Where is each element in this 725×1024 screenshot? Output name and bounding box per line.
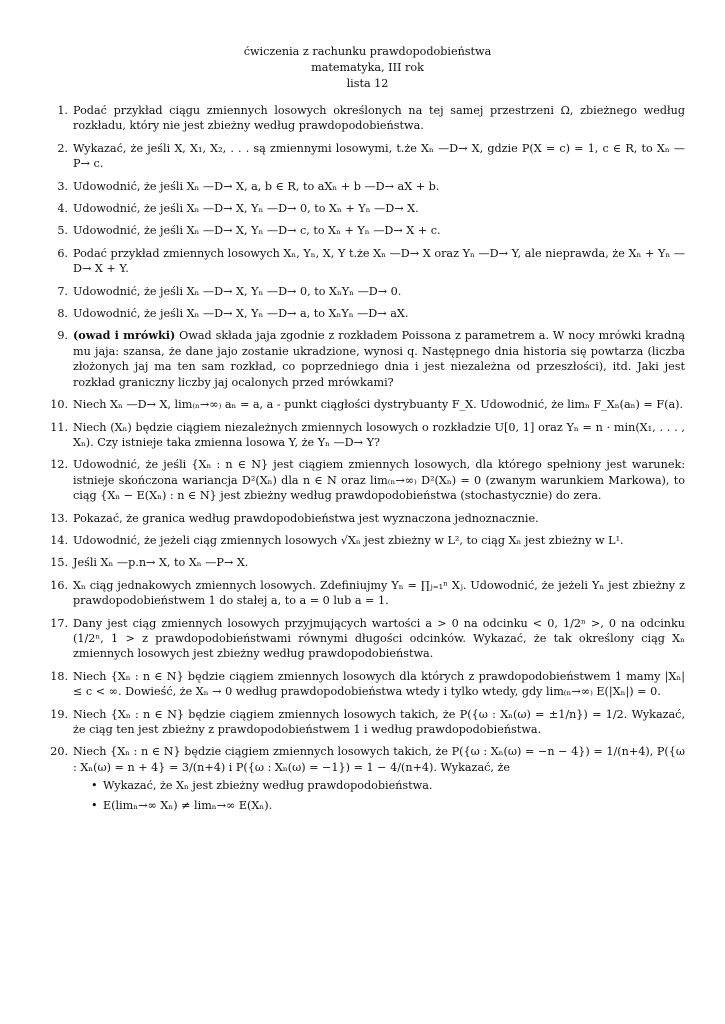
bullet-item [91,798,685,813]
problem-item [50,669,685,700]
problem-item [50,223,685,238]
bullet-list [73,778,685,813]
document-header [50,44,685,92]
problem-item [50,397,685,412]
problem-number: 17. [50,616,68,630]
problem-number: 19. [50,707,68,721]
problem-text: Podać przykład zmiennych losowych Xₙ, Yₙ, X, Y t.że Xₙ —D→ X oraz Yₙ —D→ Y, ale nieprawda, że Xₙ + Yₙ —D→ X + Y. [73,246,685,276]
problem-text: Niech Xₙ —D→ X, lim₍ₙ→∞₎ aₙ = a, a - punkt ciągłości dystrybuanty F_X. Udowodnić, że limₙ F_Xₙ(aₙ) = F(a). [73,398,684,412]
problem-item [50,511,685,526]
problem-number: 15. [50,556,68,570]
problem-item [50,306,685,321]
problem-text: Niech {Xₙ : n ∈ N} będzie ciągiem zmiennych losowych takich, że P({ω : Xₙ(ω) = ±1/n}) = 1/2. Wykazać, że ciąg ten jest zbieżny z prawdopodobieństwem 1 i według prawdopodobieństwa. [73,707,685,736]
problem-list [50,103,685,817]
problem-body [73,179,685,194]
problem-body [73,328,685,390]
problem-item [50,103,685,134]
problem-body [73,201,685,216]
problem-body [73,744,685,817]
problem-body [73,578,685,609]
problem-number: 13. [50,511,68,525]
problem-text: Udowodnić, że jeżeli ciąg zmiennych losowych √Xₙ jest zbieżny w L², to ciąg Xₙ jest zbieżny w L¹. [73,533,624,547]
problem-text: Udowodnić, że jeśli Xₙ —D→ X, Yₙ —D→ c, to Xₙ + Yₙ —D→ X + c. [73,224,441,238]
problem-body [73,457,685,503]
problem-item [50,284,685,299]
problem-item [50,328,685,390]
problem-text: Xₙ ciąg jednakowych zmiennych losowych. Zdefiniujmy Yₙ = ∏ⱼ₌₁ⁿ Xⱼ. Udowodnić, że jeżeli Yₙ jest zbieżny z prawdopodobieństwem 1 do stałej a, to a = 0 lub a = 1. [73,578,685,608]
problem-text: Niech {Xₙ : n ∈ N} będzie ciągiem zmiennych losowych dla których z prawdopodobieństwem 1 mamy |Xₙ| ≤ c < ∞. Dowieść, że Xₙ → 0 według prawdopodobieństwa wtedy i tylko wtedy, gdy lim₍ₙ→∞₎ E(|Xₙ|) = 0. [73,669,685,699]
problem-body [73,223,685,238]
bullet-icon: • [91,779,98,793]
problem-text: Udowodnić, że jeśli Xₙ —D→ X, a, b ∈ R, to aXₙ + b —D→ aX + b. [73,179,440,193]
list-number: lista 12 [346,77,389,90]
problem-item [50,533,685,548]
problem-text: Udowodnić, że jeśli Xₙ —D→ X, Yₙ —D→ 0, to XₙYₙ —D→ 0. [73,284,402,298]
problem-item [50,141,685,172]
problem-text: Pokazać, że granica według prawdopodobieństwa jest wyznaczona jednoznacznie. [73,511,539,525]
course-subtitle: matematyka, III rok [311,61,424,74]
problem-body [73,141,685,172]
problem-number: 7. [57,284,68,298]
bullet-icon: • [91,798,98,812]
problem-text: Niech {Xₙ : n ∈ N} będzie ciągiem zmiennych losowych takich, że P({ω : Xₙ(ω) = −n − 4}) = 1/(n+4), P({ω : Xₙ(ω) = n + 4} = 3/(n+4) i P({ω : Xₙ(ω) = −1}) = 1 − 4/(n+4). Wykazać, że [73,745,685,774]
problem-number: 12. [50,458,68,472]
problem-number: 1. [57,104,68,117]
problem-item [50,707,685,738]
problem-body [73,103,685,134]
problem-number: 10. [50,398,68,412]
problem-number: 4. [57,202,68,216]
problem-number: 2. [57,141,68,155]
problem-text: Udowodnić, że jeśli Xₙ —D→ X, Yₙ —D→ 0, to Xₙ + Yₙ —D→ X. [73,202,419,216]
problem-number: 11. [50,420,68,434]
problem-item [50,201,685,216]
problem-number: 3. [57,179,68,193]
problem-body [73,616,685,662]
problem-number: 5. [57,224,68,238]
problem-body [73,306,685,321]
problem-item [50,578,685,609]
problem-text: Dany jest ciąg zmiennych losowych przyjmujących wartości a > 0 na odcinku < 0, 1/2ⁿ >, 0 na odcinku (1/2ⁿ, 1 > z prawdopodobieństwami równymi długości odcinków. Wykazać, że tak określony ciąg Xₙ zmiennych losowych jest zbieżny według prawdopodobieństwa. [73,616,685,661]
problem-text: Owad składa jaja zgodnie z rozkładem Poissona z parametrem a. W nocy mrówki kradną mu jaja: szansa, że dane jajo zostanie ukradzione, wynosi q. Następnego dnia historia się powtarza (liczba złożonych jaj ma ten sam rozkład, co poprzedniego dnia i jest niezależna od przeszłości), itd. Jaki jest rozkład graniczny liczby jaj ocalonych przed mrówkami? [73,329,685,389]
problem-item [50,744,685,817]
problem-body [73,246,685,277]
problem-number: 6. [57,246,68,260]
problem-number: 18. [50,669,68,683]
problem-item [50,555,685,570]
problem-number: 20. [50,745,68,759]
problem-item [50,246,685,277]
problem-number: 16. [50,578,68,592]
problem-bold-title: (owad i mrówki) [73,328,176,343]
problem-text: Podać przykład ciągu zmiennych losowych określonych na tej samej przestrzeni Ω, zbieżnego według rozkładu, który nie jest zbieżny według prawdopodobieństwa. [73,104,685,133]
problem-body [73,511,685,526]
bullet-text: E(limₙ→∞ Xₙ) ≠ limₙ→∞ E(Xₙ). [103,798,273,812]
course-title: ćwiczenia z rachunku prawdopodobieństwa [243,45,492,58]
problem-number: 9. [57,329,68,343]
problem-body [73,707,685,738]
problem-text: Wykazać, że jeśli X, X₁, X₂, . . . są zmiennymi losowymi, t.że Xₙ —D→ X, gdzie P(X = c) = 1, c ∈ R, to Xₙ —P→ c. [73,141,685,171]
problem-text: Udowodnić, że jeśli {Xₙ : n ∈ N} jest ciągiem zmiennych losowych, dla którego spełniony jest warunek: istnieje skończona wariancja D²(Xₙ) dla n ∈ N oraz lim₍ₙ→∞₎ D²(Xₙ) = 0 (zwanym warunkiem Markowa), to ciąg {Xₙ − E(Xₙ) : n ∈ N} jest zbieżny według prawdopodobieństwa (stochastycznie) do zera. [73,458,685,503]
problem-text: Niech (Xₙ) będzie ciągiem niezależnych zmiennych losowych o rozkładzie U[0, 1] oraz Yₙ = n · min(X₁, . . . , Xₙ). Czy istnieje taka zmienna losowa Y, że Yₙ —D→ Y? [73,420,685,449]
problem-number: 8. [57,307,68,321]
problem-text: Udowodnić, że jeśli Xₙ —D→ X, Yₙ —D→ a, to XₙYₙ —D→ aX. [73,307,409,321]
bullet-item [91,778,685,793]
problem-item [50,616,685,662]
problem-body [73,397,685,412]
problem-item [50,457,685,503]
problem-body [73,669,685,700]
problem-item [50,179,685,194]
problem-body [73,420,685,451]
bullet-text: Wykazać, że Xₙ jest zbieżny według prawdopodobieństwa. [103,779,433,793]
problem-body [73,555,685,570]
problem-item [50,420,685,451]
problem-body [73,533,685,548]
problem-body [73,284,685,299]
problem-text: Jeśli Xₙ —p.n→ X, to Xₙ —P→ X. [73,556,249,570]
problem-number: 14. [50,533,68,547]
